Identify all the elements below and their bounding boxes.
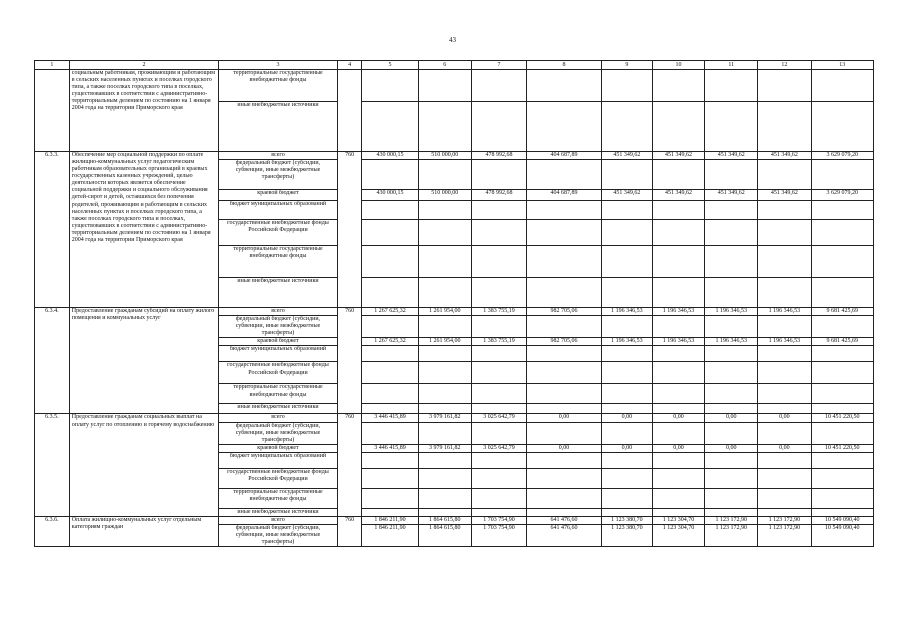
funding-source: государственные внебюджетные фонды Российской Федерации xyxy=(219,220,338,246)
year-amount: 3 979 161,82 xyxy=(418,444,471,452)
year-amount xyxy=(705,362,758,384)
year-amount xyxy=(418,404,471,414)
funding-source: краевой бюджет xyxy=(219,190,338,201)
year-amount xyxy=(418,278,471,308)
budget-table xyxy=(34,60,874,547)
year-amount xyxy=(601,488,652,508)
year-amount xyxy=(362,362,418,384)
item-number xyxy=(35,70,70,152)
item-description: Обеспечение мер социальной поддержки по оплате жилищно-коммунальных услуг педагогическим работникам образовательных организаций в краевых государственных казенных учреждений, целью деятельности которых является обеспечение социальной поддержки и социального обслуживания детей-сирот и детей, оставшихся без попечения родителей, проживающим и работающим в сельских населенных пунктах и поселках городского типа, а также поселках городского типа и поселках, существовавших в соответствии с административно-территориальным делением по состоянию на 1 января 2004 года на территории Приморского края xyxy=(69,152,218,308)
year-amount xyxy=(758,160,811,190)
year-amount: 0,00 xyxy=(527,414,602,422)
year-amount: 510 000,00 xyxy=(418,190,471,201)
year-amount xyxy=(601,70,652,102)
funding-source: федеральный бюджет (субсидии, субвенции, иные межбюджетные трансферты) xyxy=(219,525,338,547)
year-amount xyxy=(601,220,652,246)
year-amount xyxy=(527,452,602,468)
total-amount xyxy=(811,160,873,190)
year-amount xyxy=(418,246,471,278)
year-amount xyxy=(471,422,526,444)
year-amount xyxy=(705,278,758,308)
funding-source: всего xyxy=(219,516,338,524)
year-amount xyxy=(362,102,418,152)
year-amount xyxy=(705,102,758,152)
year-amount: 1 267 625,32 xyxy=(362,308,418,316)
year-amount: 430 000,15 xyxy=(362,152,418,160)
year-amount: 451 349,62 xyxy=(652,190,704,201)
department-code: 760 xyxy=(337,516,362,546)
total-amount xyxy=(811,278,873,308)
year-amount xyxy=(705,70,758,102)
year-amount xyxy=(705,316,758,338)
year-amount xyxy=(418,102,471,152)
year-amount xyxy=(418,422,471,444)
year-amount: 1 864 615,80 xyxy=(418,525,471,547)
year-amount xyxy=(527,160,602,190)
total-amount xyxy=(811,246,873,278)
table-row xyxy=(35,70,874,102)
year-amount xyxy=(758,404,811,414)
year-amount: 0,00 xyxy=(652,414,704,422)
year-amount xyxy=(418,160,471,190)
column-header-4: 4 xyxy=(337,61,362,70)
year-amount xyxy=(527,246,602,278)
year-amount xyxy=(705,384,758,404)
year-amount xyxy=(758,362,811,384)
year-amount xyxy=(758,220,811,246)
year-amount xyxy=(705,404,758,414)
year-amount xyxy=(527,220,602,246)
year-amount xyxy=(705,468,758,488)
year-amount xyxy=(705,246,758,278)
total-amount xyxy=(811,220,873,246)
year-amount xyxy=(601,246,652,278)
year-amount xyxy=(652,246,704,278)
funding-source: государственные внебюджетные фонды Российской Федерации xyxy=(219,362,338,384)
year-amount xyxy=(601,404,652,414)
year-amount xyxy=(362,468,418,488)
year-amount: 451 349,62 xyxy=(758,152,811,160)
year-amount xyxy=(471,488,526,508)
year-amount: 641 476,60 xyxy=(527,516,602,524)
year-amount xyxy=(527,70,602,102)
year-amount: 1 383 755,19 xyxy=(471,338,526,346)
year-amount: 0,00 xyxy=(758,444,811,452)
item-number: 6.3.6. xyxy=(35,516,70,546)
item-number: 6.3.4. xyxy=(35,308,70,414)
year-amount xyxy=(758,102,811,152)
year-amount xyxy=(362,508,418,516)
year-amount xyxy=(418,201,471,220)
year-amount xyxy=(705,488,758,508)
year-amount xyxy=(652,346,704,362)
column-header-10: 10 xyxy=(652,61,704,70)
year-amount xyxy=(705,220,758,246)
funding-source: иные внебюджетные источники xyxy=(219,102,338,152)
item-description: Оплата жилищно-коммунальных услуг отдельным категориям граждан xyxy=(69,516,218,546)
year-amount: 1 196 346,53 xyxy=(705,308,758,316)
total-amount: 10 549 090,40 xyxy=(811,525,873,547)
department-code: 760 xyxy=(337,308,362,414)
total-amount xyxy=(811,346,873,362)
year-amount xyxy=(652,404,704,414)
year-amount xyxy=(652,452,704,468)
department-code: 760 xyxy=(337,152,362,308)
year-amount xyxy=(705,346,758,362)
year-amount xyxy=(471,278,526,308)
year-amount xyxy=(601,278,652,308)
year-amount xyxy=(527,404,602,414)
column-header-9: 9 xyxy=(601,61,652,70)
year-amount: 1 123 172,90 xyxy=(705,525,758,547)
year-amount xyxy=(527,102,602,152)
year-amount: 451 349,62 xyxy=(758,190,811,201)
year-amount xyxy=(601,346,652,362)
year-amount xyxy=(471,160,526,190)
year-amount xyxy=(362,316,418,338)
year-amount xyxy=(471,468,526,488)
year-amount: 451 349,62 xyxy=(652,152,704,160)
funding-source: всего xyxy=(219,414,338,422)
year-amount xyxy=(471,70,526,102)
year-amount: 404 687,89 xyxy=(527,152,602,160)
total-amount xyxy=(811,201,873,220)
year-amount: 982 705,06 xyxy=(527,338,602,346)
department-code: 760 xyxy=(337,414,362,516)
column-header-2: 2 xyxy=(69,61,218,70)
year-amount xyxy=(418,468,471,488)
year-amount xyxy=(601,316,652,338)
total-amount xyxy=(811,70,873,102)
year-amount: 1 261 954,00 xyxy=(418,308,471,316)
year-amount xyxy=(362,422,418,444)
year-amount xyxy=(362,220,418,246)
year-amount xyxy=(758,488,811,508)
year-amount: 510 000,00 xyxy=(418,152,471,160)
year-amount xyxy=(758,452,811,468)
year-amount xyxy=(527,316,602,338)
year-amount xyxy=(418,508,471,516)
table-row xyxy=(35,414,874,422)
year-amount: 1 261 954,00 xyxy=(418,338,471,346)
year-amount: 1 123 172,90 xyxy=(758,516,811,524)
year-amount xyxy=(601,384,652,404)
year-amount xyxy=(471,384,526,404)
year-amount: 478 992,68 xyxy=(471,190,526,201)
funding-source: иные внебюджетные источники xyxy=(219,404,338,414)
year-amount: 0,00 xyxy=(601,444,652,452)
total-amount xyxy=(811,452,873,468)
funding-source: территориальные государственные внебюджетные фонды xyxy=(219,488,338,508)
year-amount xyxy=(758,422,811,444)
column-header-11: 11 xyxy=(705,61,758,70)
year-amount: 3 025 642,79 xyxy=(471,414,526,422)
year-amount: 1 267 625,32 xyxy=(362,338,418,346)
year-amount xyxy=(527,422,602,444)
year-amount: 451 349,62 xyxy=(705,190,758,201)
year-amount: 1 196 346,53 xyxy=(601,338,652,346)
year-amount: 430 000,15 xyxy=(362,190,418,201)
funding-source: краевой бюджет xyxy=(219,338,338,346)
header-row xyxy=(35,61,874,70)
year-amount xyxy=(652,508,704,516)
funding-source: иные внебюджетные источники xyxy=(219,278,338,308)
year-amount xyxy=(705,508,758,516)
table-row xyxy=(35,308,874,316)
year-amount xyxy=(652,488,704,508)
total-amount xyxy=(811,316,873,338)
year-amount xyxy=(652,160,704,190)
year-amount xyxy=(758,70,811,102)
funding-source: государственные внебюджетные фонды Российской Федерации xyxy=(219,468,338,488)
item-description: Предоставление гражданам субсидий на оплату жилого помещения и коммунальных услуг xyxy=(69,308,218,414)
total-amount: 10 549 090,40 xyxy=(811,516,873,524)
funding-source: краевой бюджет xyxy=(219,444,338,452)
funding-source: федеральный бюджет (субсидии, субвенции, иные межбюджетные трансферты) xyxy=(219,422,338,444)
year-amount xyxy=(527,278,602,308)
year-amount xyxy=(601,508,652,516)
funding-source: бюджет муниципальных образований xyxy=(219,452,338,468)
funding-source: иные внебюджетные источники xyxy=(219,508,338,516)
year-amount: 982 705,06 xyxy=(527,308,602,316)
year-amount xyxy=(471,102,526,152)
year-amount: 1 383 755,19 xyxy=(471,308,526,316)
total-amount: 10 451 220,50 xyxy=(811,444,873,452)
year-amount: 1 123 380,70 xyxy=(601,516,652,524)
year-amount xyxy=(758,246,811,278)
year-amount xyxy=(652,220,704,246)
year-amount xyxy=(418,70,471,102)
year-amount: 478 992,68 xyxy=(471,152,526,160)
total-amount: 10 451 220,50 xyxy=(811,414,873,422)
column-header-1: 1 xyxy=(35,61,70,70)
year-amount xyxy=(362,246,418,278)
year-amount xyxy=(758,316,811,338)
funding-source: территориальные государственные внебюджетные фонды xyxy=(219,384,338,404)
total-amount xyxy=(811,488,873,508)
item-description: Предоставление гражданам социальных выплат на оплату услуг по отоплению и горячему водоснабжению xyxy=(69,414,218,516)
year-amount: 1 703 754,90 xyxy=(471,516,526,524)
year-amount: 451 349,62 xyxy=(601,152,652,160)
year-amount: 451 349,62 xyxy=(601,190,652,201)
year-amount xyxy=(527,201,602,220)
year-amount: 404 687,89 xyxy=(527,190,602,201)
year-amount xyxy=(527,384,602,404)
year-amount xyxy=(601,468,652,488)
column-header-13: 13 xyxy=(811,61,873,70)
year-amount xyxy=(652,70,704,102)
funding-source: бюджет муниципальных образований xyxy=(219,346,338,362)
year-amount xyxy=(758,278,811,308)
funding-source: территориальные государственные внебюджетные фонды xyxy=(219,246,338,278)
funding-source: федеральный бюджет (субсидии, субвенции, иные межбюджетные трансферты) xyxy=(219,316,338,338)
year-amount: 1 123 172,90 xyxy=(758,525,811,547)
year-amount xyxy=(418,316,471,338)
year-amount: 3 979 161,82 xyxy=(418,414,471,422)
year-amount: 1 196 346,53 xyxy=(758,338,811,346)
total-amount: 9 681 425,69 xyxy=(811,308,873,316)
year-amount: 0,00 xyxy=(601,414,652,422)
year-amount xyxy=(418,346,471,362)
year-amount: 1 703 754,90 xyxy=(471,525,526,547)
year-amount: 1 846 211,90 xyxy=(362,525,418,547)
year-amount: 1 123 380,70 xyxy=(601,525,652,547)
year-amount: 0,00 xyxy=(705,444,758,452)
year-amount xyxy=(601,201,652,220)
funding-source: всего xyxy=(219,308,338,316)
year-amount xyxy=(362,201,418,220)
year-amount xyxy=(418,362,471,384)
year-amount xyxy=(471,246,526,278)
year-amount: 1 864 615,80 xyxy=(418,516,471,524)
year-amount xyxy=(758,468,811,488)
year-amount xyxy=(705,452,758,468)
total-amount: 3 629 079,20 xyxy=(811,190,873,201)
total-amount: 3 629 079,20 xyxy=(811,152,873,160)
year-amount: 1 123 304,70 xyxy=(652,525,704,547)
department-code xyxy=(337,70,362,152)
year-amount xyxy=(471,362,526,384)
page-number: 43 xyxy=(449,36,456,44)
item-description: социальным работникам, проживающим и работающим в сельских населенных пунктах и поселках городского типа, а также поселках городского типа в поселках, существовавших в соответствии с административно-территориальным делением по состоянию на 1 января 2004 года на территории Приморского края xyxy=(69,70,218,152)
total-amount xyxy=(811,468,873,488)
funding-source: всего xyxy=(219,152,338,160)
year-amount: 1 196 346,53 xyxy=(705,338,758,346)
total-amount xyxy=(811,362,873,384)
year-amount: 0,00 xyxy=(527,444,602,452)
year-amount xyxy=(362,404,418,414)
total-amount xyxy=(811,422,873,444)
year-amount xyxy=(652,422,704,444)
year-amount: 0,00 xyxy=(652,444,704,452)
year-amount: 1 196 346,53 xyxy=(758,308,811,316)
year-amount: 3 446 415,89 xyxy=(362,414,418,422)
year-amount xyxy=(471,508,526,516)
year-amount xyxy=(362,346,418,362)
column-header-6: 6 xyxy=(418,61,471,70)
year-amount xyxy=(362,160,418,190)
item-number: 6.3.5. xyxy=(35,414,70,516)
year-amount: 1 196 346,53 xyxy=(652,338,704,346)
year-amount xyxy=(471,346,526,362)
year-amount xyxy=(705,160,758,190)
column-header-3: 3 xyxy=(219,61,338,70)
year-amount xyxy=(601,422,652,444)
year-amount xyxy=(418,220,471,246)
year-amount xyxy=(527,488,602,508)
year-amount xyxy=(527,468,602,488)
year-amount xyxy=(362,488,418,508)
year-amount: 1 123 172,90 xyxy=(705,516,758,524)
year-amount xyxy=(471,220,526,246)
total-amount xyxy=(811,404,873,414)
funding-source: территориальные государственные внебюджетные фонды xyxy=(219,70,338,102)
year-amount xyxy=(652,316,704,338)
column-header-7: 7 xyxy=(471,61,526,70)
year-amount: 3 025 642,79 xyxy=(471,444,526,452)
year-amount xyxy=(362,452,418,468)
year-amount xyxy=(418,452,471,468)
total-amount xyxy=(811,102,873,152)
total-amount: 9 681 425,69 xyxy=(811,338,873,346)
total-amount xyxy=(811,508,873,516)
year-amount xyxy=(758,384,811,404)
year-amount xyxy=(471,316,526,338)
year-amount: 1 123 304,70 xyxy=(652,516,704,524)
column-header-12: 12 xyxy=(758,61,811,70)
year-amount: 451 349,62 xyxy=(705,152,758,160)
year-amount: 0,00 xyxy=(758,414,811,422)
total-amount xyxy=(811,384,873,404)
year-amount xyxy=(418,488,471,508)
year-amount xyxy=(652,384,704,404)
year-amount xyxy=(601,452,652,468)
year-amount xyxy=(652,278,704,308)
year-amount xyxy=(471,452,526,468)
year-amount xyxy=(362,278,418,308)
year-amount xyxy=(758,346,811,362)
year-amount xyxy=(652,201,704,220)
year-amount xyxy=(601,160,652,190)
year-amount: 1 846 211,90 xyxy=(362,516,418,524)
year-amount xyxy=(362,384,418,404)
year-amount xyxy=(601,362,652,384)
funding-source: федеральный бюджет (субсидии, субвенции, иные межбюджетные трансферты) xyxy=(219,160,338,190)
year-amount xyxy=(601,102,652,152)
year-amount xyxy=(527,508,602,516)
year-amount xyxy=(758,201,811,220)
year-amount: 3 446 415,89 xyxy=(362,444,418,452)
year-amount: 1 196 346,53 xyxy=(601,308,652,316)
table-row xyxy=(35,152,874,160)
table-body xyxy=(35,70,874,547)
year-amount xyxy=(418,384,471,404)
year-amount xyxy=(652,468,704,488)
year-amount xyxy=(705,201,758,220)
year-amount xyxy=(471,201,526,220)
column-header-8: 8 xyxy=(527,61,602,70)
item-number: 6.3.3. xyxy=(35,152,70,308)
column-header-5: 5 xyxy=(362,61,418,70)
year-amount xyxy=(705,422,758,444)
year-amount xyxy=(362,70,418,102)
year-amount xyxy=(471,404,526,414)
year-amount: 0,00 xyxy=(705,414,758,422)
year-amount xyxy=(527,346,602,362)
year-amount: 1 196 346,53 xyxy=(652,308,704,316)
year-amount: 641 476,60 xyxy=(527,525,602,547)
year-amount xyxy=(527,362,602,384)
year-amount xyxy=(758,508,811,516)
table-row xyxy=(35,516,874,524)
funding-source: бюджет муниципальных образований xyxy=(219,201,338,220)
year-amount xyxy=(652,102,704,152)
year-amount xyxy=(652,362,704,384)
